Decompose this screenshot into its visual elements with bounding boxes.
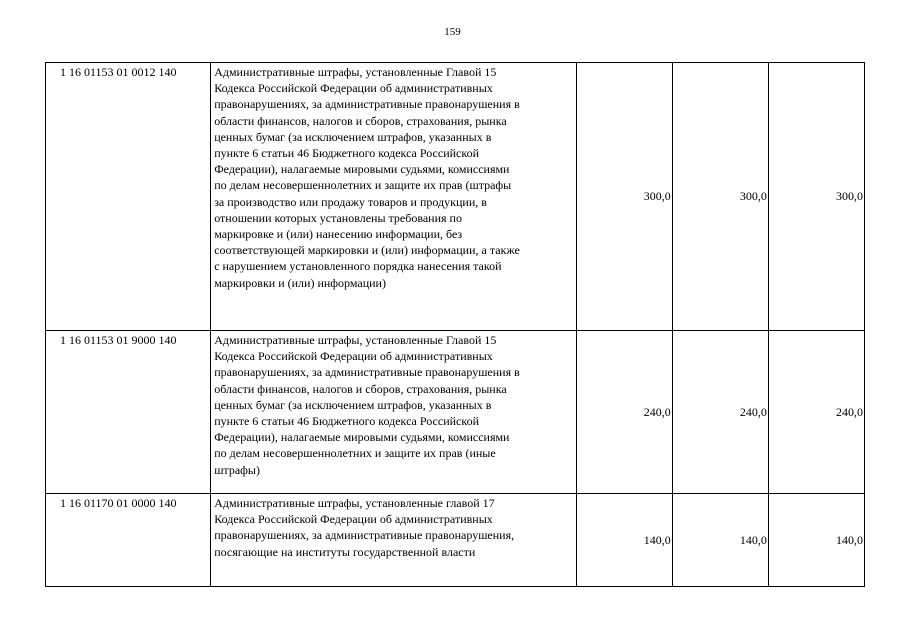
revenue-description-cell [211, 63, 576, 331]
table-row [46, 331, 865, 494]
revenue-code-cell: 1 16 01153 01 9000 140 [46, 331, 211, 494]
description-line: пункте 6 статьи 46 Бюджетного кодекса Российской [214, 414, 480, 429]
amount-cell-year-1: 140,0 [576, 494, 672, 587]
description-line: Федерации), налагаемые мировыми судьями, комиссиями [214, 430, 510, 445]
page-number: 159 [444, 26, 461, 38]
amount-cell-year-2: 240,0 [672, 331, 768, 494]
description-line: Федерации), налагаемые мировыми судьями, комиссиями [214, 162, 510, 177]
description-line: ценных бумаг (за исключением штрафов, указанных в [214, 397, 492, 412]
budget-revenue-table [45, 62, 865, 587]
amount-cell-year-2: 140,0 [672, 494, 768, 587]
revenue-code-cell: 1 16 01170 01 0000 140 [46, 494, 211, 587]
description-line: маркировке и (или) нанесению информации, без [214, 227, 463, 242]
description-line: за производство или продажу товаров и продукции, в [214, 194, 487, 209]
description-line: Административные штрафы, установленные главой 17 [214, 496, 495, 510]
description-line: Административные штрафы, установленные Главой 15 [214, 333, 497, 347]
description-line: Кодекса Российской Федерации об административных [214, 81, 493, 96]
amount-cell-year-3: 140,0 [768, 494, 864, 587]
amount-cell-year-3: 240,0 [768, 331, 864, 494]
revenue-description-cell [211, 331, 576, 494]
description-line: области финансов, налогов и сборов, страхования, рынка [214, 113, 507, 128]
description-line: отношении которых установлены требования по [214, 210, 462, 225]
table-row [46, 63, 865, 331]
table-row [46, 494, 865, 587]
description-line: по делам несовершеннолетних и защите их прав (иные [214, 446, 496, 461]
amount-cell-year-3: 300,0 [768, 63, 864, 331]
description-line: соответствующей маркировки и (или) информации, а также [214, 243, 520, 258]
description-line: Административные штрафы, установленные Главой 15 [214, 65, 497, 79]
description-line: маркировки и (или) информации) [214, 275, 386, 290]
description-line: правонарушениях, за административные правонарушения в [214, 365, 520, 380]
description-line: ценных бумаг (за исключением штрафов, указанных в [214, 129, 492, 144]
revenue-description-cell [211, 494, 576, 587]
description-line: области финансов, налогов и сборов, страхования, рынка [214, 381, 507, 396]
amount-cell-year-1: 300,0 [576, 63, 672, 331]
description-line: по делам несовершеннолетних и защите их прав (штрафы [214, 178, 512, 193]
revenue-code-cell: 1 16 01153 01 0012 140 [46, 63, 211, 331]
description-line: пункте 6 статьи 46 Бюджетного кодекса Российской [214, 146, 480, 161]
amount-cell-year-2: 300,0 [672, 63, 768, 331]
description-line: Кодекса Российской Федерации об административных [214, 512, 493, 527]
description-line: штрафы) [214, 462, 260, 477]
amount-cell-year-1: 240,0 [576, 331, 672, 494]
table-body [46, 63, 865, 587]
description-line: правонарушениях, за административные правонарушения в [214, 97, 520, 112]
description-line: правонарушениях, за административные правонарушения, [214, 528, 515, 543]
description-line: с нарушением установленного порядка нанесения такой [214, 259, 502, 274]
description-line: посягающие на институты государственной власти [214, 544, 476, 559]
description-line: Кодекса Российской Федерации об административных [214, 349, 493, 364]
